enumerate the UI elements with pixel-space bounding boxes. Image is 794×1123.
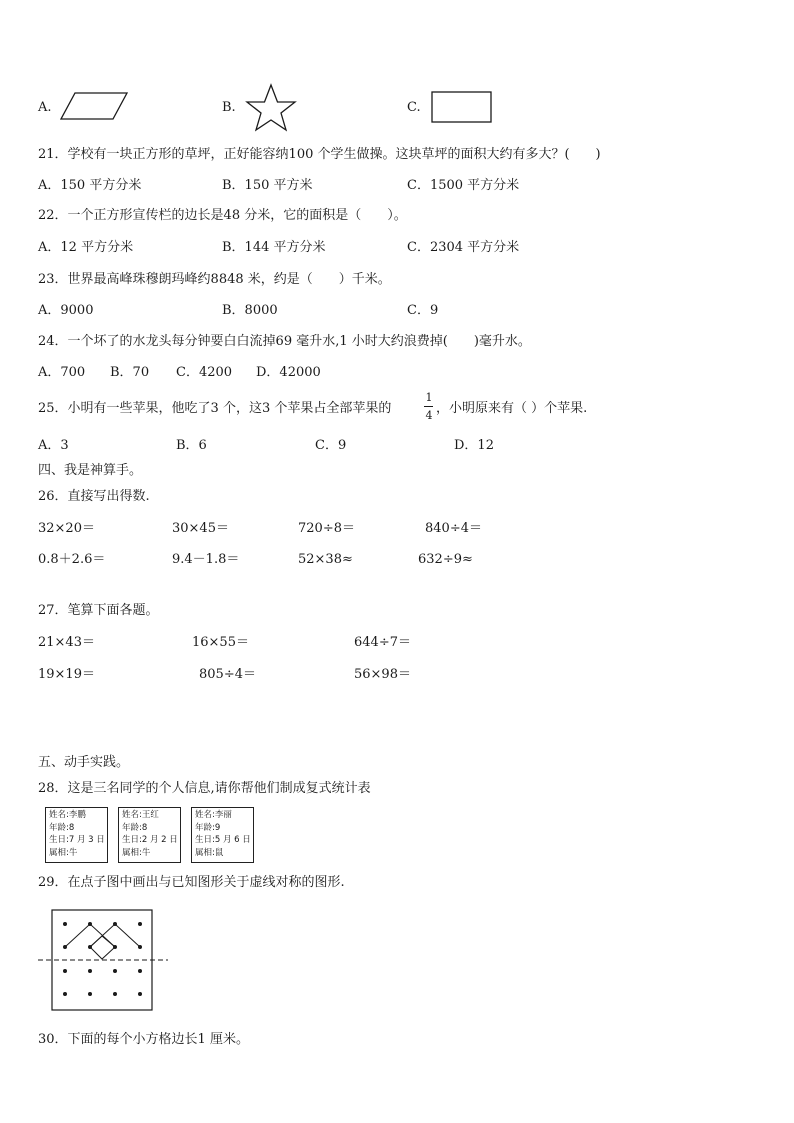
q26-item-5: 0.8＋2.6＝ (38, 552, 106, 567)
card-line: 生日:2 月 2 日 (122, 835, 178, 845)
q20-option-c-label: C. (407, 100, 421, 115)
q21-option-c[interactable]: C．1500 平方分米 (407, 178, 520, 193)
q25-option-b[interactable]: B．6 (176, 438, 207, 453)
q20-option-b-label: B. (222, 100, 236, 115)
q26-item-3: 720÷8＝ (298, 521, 355, 536)
question-25-part1: 25．小明有一些苹果，他吃了3 个，这3 个苹果占全部苹果的 (38, 401, 392, 416)
card-line: 属相:牛 (49, 847, 78, 858)
q26-item-7: 52×38≈ (298, 552, 353, 567)
q27-item-3: 644÷7＝ (354, 635, 411, 650)
question-28: 28．这是三名同学的个人信息,请你帮他们制成复式统计表 (38, 781, 371, 796)
q26-item-8: 632÷9≈ (418, 552, 473, 567)
card-line: 年龄:8 (122, 822, 148, 833)
q22-option-a[interactable]: A．12 平方分米 (38, 240, 134, 255)
fraction-numerator: 1 (425, 391, 433, 404)
question-21: 21．学校有一块正方形的草坪，正好能容纳100 个学生做操。这块草坪的面积大约有多大？( ) (38, 147, 601, 162)
q27-item-6: 56×98＝ (354, 667, 411, 682)
q21-option-b[interactable]: B．150 平方米 (222, 178, 313, 193)
question-30: 30．下面的每个小方格边长1 厘米。 (38, 1032, 249, 1047)
q24-option-c[interactable]: C．4200 (176, 365, 233, 380)
q25-option-c[interactable]: C．9 (315, 438, 347, 453)
card-line: 生日:5 月 6 日 (195, 835, 251, 845)
q26-item-4: 840÷4＝ (425, 521, 482, 536)
q25-option-a[interactable]: A．3 (38, 438, 69, 453)
q25-option-d[interactable]: D．12 (454, 438, 494, 453)
q27-item-2: 16×55＝ (192, 635, 249, 650)
student-info-card (118, 807, 181, 863)
card-line: 年龄:8 (49, 822, 75, 833)
card-line: 年龄:9 (195, 822, 221, 833)
question-27: 27．笔算下面各题。 (38, 603, 159, 618)
student-info-card (191, 807, 254, 863)
q23-option-a[interactable]: A．9000 (38, 303, 94, 318)
q24-option-d[interactable]: D．42000 (256, 365, 321, 380)
rectangle-icon (430, 90, 494, 124)
card-line: 姓名:李鹏 (49, 810, 86, 820)
question-29: 29．在点子图中画出与已知图形关于虚线对称的图形. (38, 875, 345, 890)
question-24: 24．一个坏了的水龙头每分钟要白白流掉69 毫升水,1 小时大约浪费掉( )毫升水。 (38, 334, 531, 349)
card-line: 属相:鼠 (195, 847, 224, 858)
fraction-denominator: 4 (425, 409, 433, 422)
q22-option-b[interactable]: B．144 平方分米 (222, 240, 326, 255)
card-line: 属相:牛 (122, 847, 151, 858)
q26-item-6: 9.4－1.8＝ (172, 552, 240, 567)
q22-option-c[interactable]: C．2304 平方分米 (407, 240, 520, 255)
question-26: 26．直接写出得数. (38, 489, 150, 504)
dot-grid-figure (36, 907, 176, 1013)
q27-item-1: 21×43＝ (38, 635, 95, 650)
q26-item-2: 30×45＝ (172, 521, 229, 536)
q27-item-4: 19×19＝ (38, 667, 95, 682)
q27-item-5: 805÷4＝ (199, 667, 256, 682)
q24-option-b[interactable]: B．70 (110, 365, 150, 380)
question-23: 23．世界最高峰珠穆朗玛峰约8848 米，约是（ ）千米。 (38, 272, 391, 287)
q21-option-a[interactable]: A．150 平方分米 (38, 178, 142, 193)
section-4-heading: 四、我是神算手。 (38, 463, 143, 478)
parallelogram-icon (60, 92, 130, 122)
fraction-bar (424, 406, 433, 407)
card-line: 姓名:王红 (122, 810, 159, 820)
q20-option-a-label: A. (38, 100, 52, 115)
section-5-heading: 五、动手实践。 (38, 755, 130, 770)
card-line: 生日:7 月 3 日 (49, 835, 105, 845)
student-info-card (45, 807, 108, 863)
q23-option-b[interactable]: B．8000 (222, 303, 278, 318)
q23-option-c[interactable]: C．9 (407, 303, 439, 318)
q26-item-1: 32×20＝ (38, 521, 95, 536)
q24-option-a[interactable]: A．700 (38, 365, 86, 380)
star-icon (244, 83, 298, 133)
card-line: 姓名:李丽 (195, 810, 232, 820)
question-25-part2: ，小明原来有（ ）个苹果. (436, 401, 588, 416)
question-22: 22．一个正方形宣传栏的边长是48 分米，它的面积是（ ）。 (38, 208, 407, 223)
